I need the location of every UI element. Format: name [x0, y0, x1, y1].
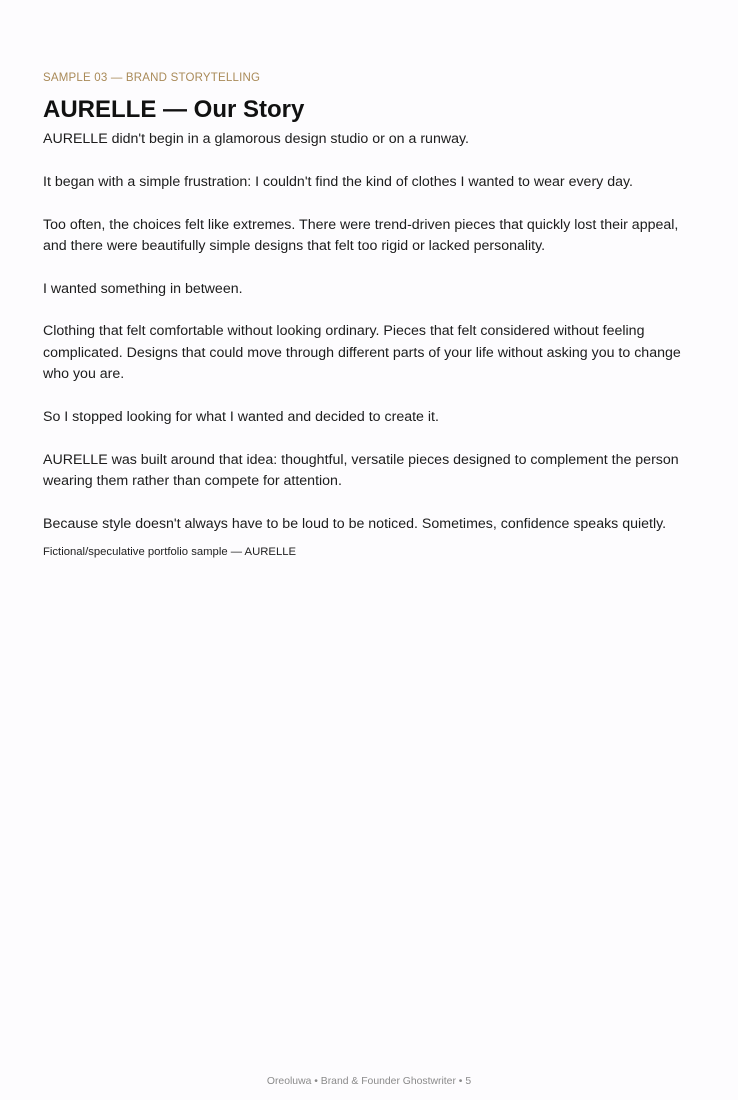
story-paragraph: AURELLE was built around that idea: thoughtful, versatile pieces designed to complement the person wearing them rather than compete for attention. [43, 451, 679, 489]
story-paragraph: AURELLE didn't begin in a glamorous design studio or on a runway. [43, 131, 469, 147]
page-title: AURELLE — Our Story [43, 96, 305, 123]
story-paragraph: It began with a simple frustration: I couldn't find the kind of clothes I wanted to wear every day. [43, 173, 633, 190]
story-paragraph: I wanted something in between. [43, 280, 243, 297]
story-section [43, 71, 683, 559]
story-paragraph: Clothing that felt comfortable without looking ordinary. Pieces that felt considered without feeling complicated. Designs that could move through different parts of your life without asking you to change who you are. [43, 323, 681, 383]
section-eyebrow: SAMPLE 03 — BRAND STORYTELLING [43, 72, 261, 84]
story-paragraph: So I stopped looking for what I wanted and decided to create it. [43, 408, 439, 425]
disclaimer-note: Fictional/speculative portfolio sample — AURELLE [43, 546, 297, 559]
page-footer: Oreoluwa • Brand & Founder Ghostwriter • 5 [266, 1076, 472, 1087]
story-paragraph: Too often, the choices felt like extremes. There were trend-driven pieces that quickly lost their appeal, and there were beautifully simple designs that felt too rigid or lacked personality. [43, 216, 679, 254]
story-paragraph: Because style doesn't always have to be loud to be noticed. Sometimes, confidence speaks quietly. [43, 515, 667, 532]
